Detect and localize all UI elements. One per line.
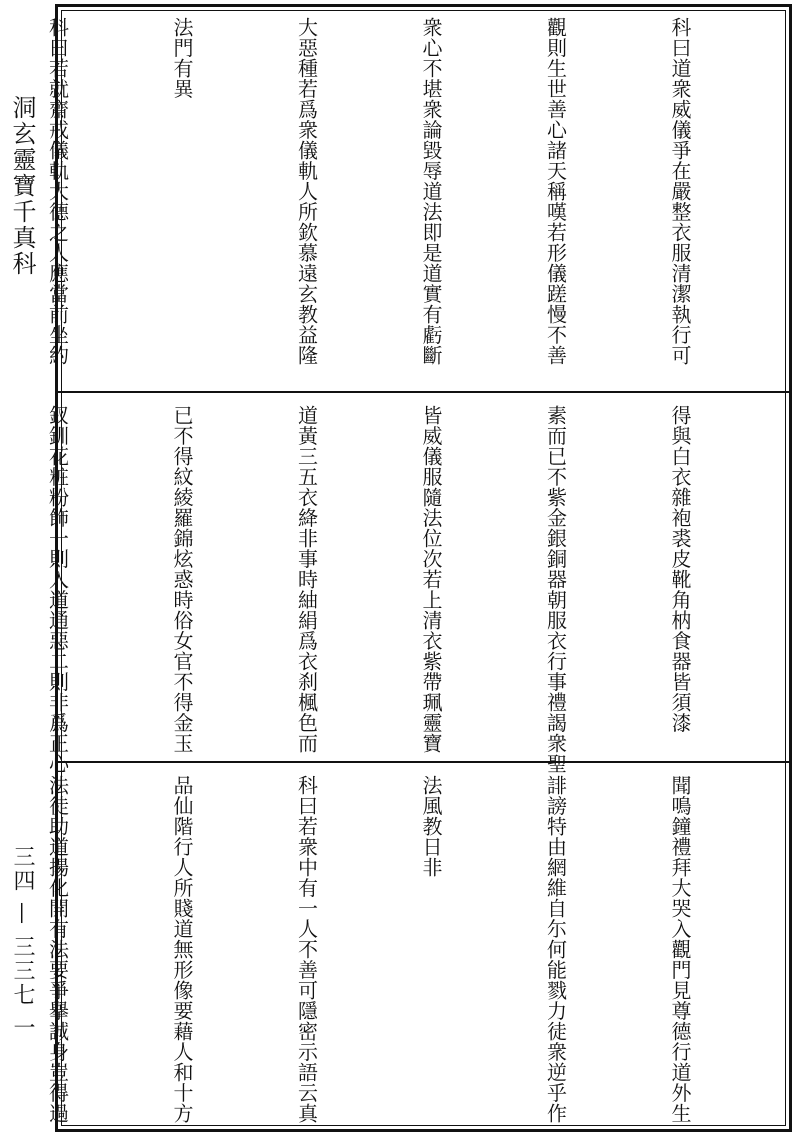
text-column: 科曰若衆中有一人不善可隱密示語云真 <box>294 775 319 1124</box>
margin-title: 洞玄靈寶千真科 <box>8 95 36 277</box>
text-column: 得與白衣雜袍裘皮靴角枘食器皆須漆 <box>668 405 692 733</box>
text-column: 觀則生世善心諸天稱嘆若形儀蹉慢不善 <box>543 17 568 366</box>
text-column: 已不得紋綾羅錦炫惑時俗女官不得金玉 <box>170 405 194 754</box>
register-bottom <box>45 775 783 1124</box>
register-middle <box>45 405 783 774</box>
text-column: 大惡種若爲衆儀軌人所欽慕遠玄教益隆 <box>294 17 319 366</box>
page-frame <box>45 4 792 1132</box>
text-column: 法徒助道揚化開有法要爭擧誠身豈得過 <box>45 775 70 1124</box>
text-column: 科曰道衆威儀爭在嚴整衣服清潔執行可 <box>668 17 692 366</box>
page-number: 三四 — 三三七 一 <box>10 845 35 1040</box>
register-divider <box>58 391 789 393</box>
text-column: 科曰若就齋戒儀軌大德之人應當前坐約 <box>45 17 70 366</box>
text-column: 皆威儀服隨法位次若上清衣紫帶珮靈寶 <box>419 405 443 754</box>
register-top <box>45 17 783 385</box>
text-column: 素而已不紫金銀銅器朝服衣行事禮謁衆聖 <box>543 405 568 774</box>
text-column: 衆心不堪衆論毀辱道法即是道實有虧斷 <box>419 17 443 366</box>
text-column: 道黃三五衣絳非事時紬絹爲衣刹楓色而 <box>294 405 319 754</box>
text-column: 聞鳴鐘禮拜大哭入觀門見尊德行道外生 <box>668 775 692 1124</box>
register-divider <box>58 761 789 763</box>
text-column: 釵釧花粧粉飾一則入道通惡二則非爲正心 <box>45 405 70 774</box>
text-column: 法門有異 <box>170 17 194 99</box>
text-column: 誹謗特由網維自尓何能戮力徒衆逆乎作 <box>543 775 568 1124</box>
text-column: 法風教日非 <box>419 775 443 878</box>
text-column: 品仙階行人所賤道無形像要藉人和十方 <box>170 775 194 1124</box>
